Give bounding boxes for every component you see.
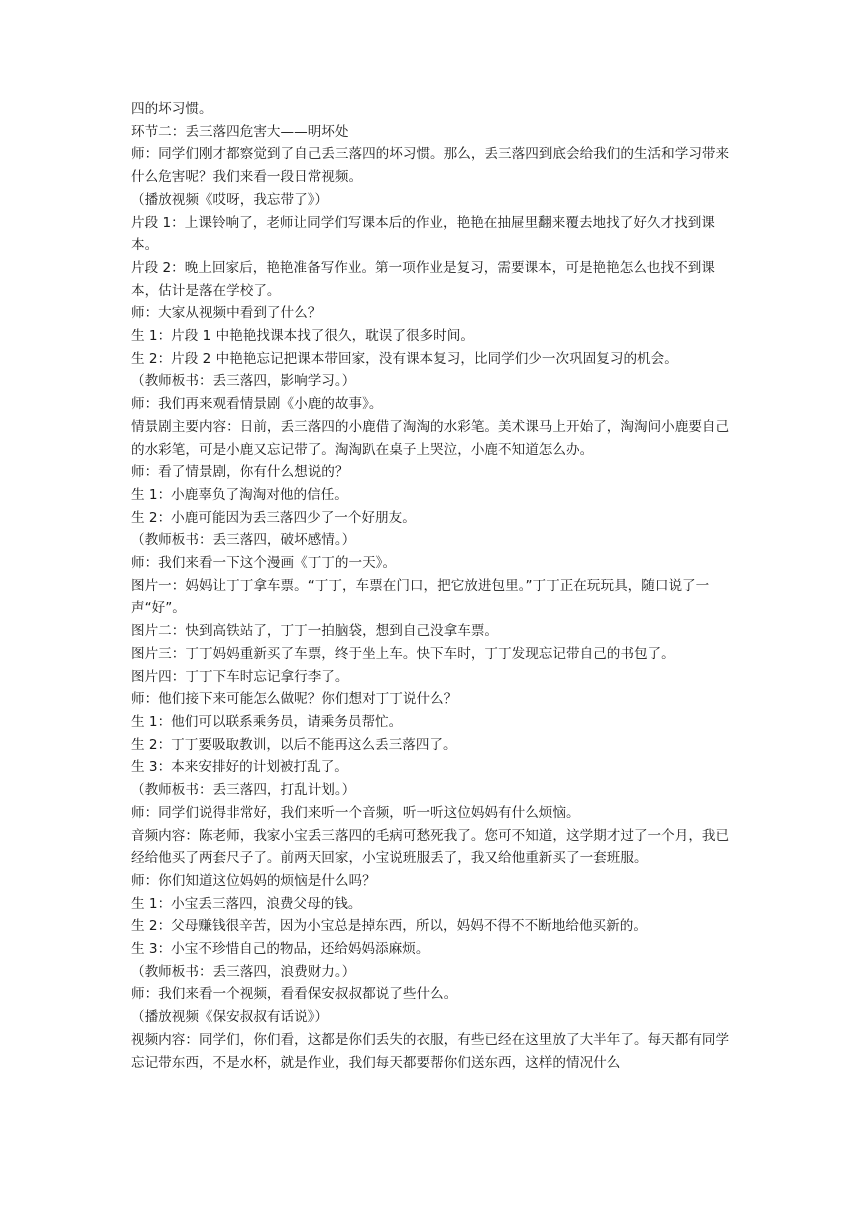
paragraph: 生 1：小宝丢三落四，浪费父母的钱。 (131, 895, 362, 912)
paragraph: 师：我们再来观看情景剧《小鹿的故事》。 (131, 396, 383, 413)
paragraph: （教师板书：丢三落四，浪费财力。） (131, 963, 356, 980)
paragraph: 生 2：小鹿可能因为丢三落四少了一个好朋友。 (131, 509, 416, 526)
paragraph: 生 2：片段 2 中艳艳忘记把课本带回家，没有课本复习，比同学们少一次巩固复习的机会。 (131, 350, 678, 367)
paragraph: 师：看了情景剧，你有什么想说的？ (131, 464, 349, 481)
paragraph: （播放视频《哎呀，我忘带了》） (131, 191, 329, 208)
paragraph: 生 1：片段 1 中艳艳找课本找了很久，耽误了很多时间。 (131, 328, 474, 345)
paragraph: 片段 2：晚上回家后，艳艳准备写作业。第一项作业是复习，需要课本，可是艳艳怎么也找不到课本，估计是落在学校了。 (131, 259, 715, 299)
paragraph: 师：同学们说得非常好，我们来听一个音频，听一听这位妈妈有什么烦恼。 (131, 804, 580, 821)
paragraph: 生 1：他们可以联系乘务员，请乘务员帮忙。 (131, 713, 403, 730)
paragraph: 生 3：小宝不珍惜自己的物品，还给妈妈添麻烦。 (131, 941, 430, 958)
paragraph: 图片四：丁丁下车时忘记拿行李了。 (131, 668, 349, 685)
paragraph: 师：我们来看一个视频，看看保安叔叔都说了些什么。 (131, 986, 458, 1003)
paragraph: 图片三：丁丁妈妈重新买了车票，终于坐上车。快下车时，丁丁发现忘记带自己的书包了。 (131, 645, 675, 662)
paragraph: 片段 1：上课铃响了，老师让同学们写课本后的作业，艳艳在抽屉里翻来覆去地找了好久才找到课本。 (131, 214, 715, 254)
paragraph: 师：同学们刚才都察觉到了自己丢三落四的坏习惯。那么，丢三落四到底会给我们的生活和学习带来什么危害呢？我们来看一段日常视频。 (131, 146, 730, 186)
paragraph: （教师板书：丢三落四，破坏感情。） (131, 532, 356, 549)
paragraph: 师：你们知道这位妈妈的烦恼是什么吗？ (131, 872, 376, 889)
paragraph: 生 3：本来安排好的计划被打乱了。 (131, 759, 348, 776)
paragraph: 师：我们来看一下这个漫画《丁丁的一天》。 (131, 555, 397, 572)
paragraph: （教师板书：丢三落四，影响学习。） (131, 373, 356, 390)
paragraph: 情景剧主要内容：日前，丢三落四的小鹿借了淘淘的水彩笔。美术课马上开始了，淘淘问小鹿要自己的水彩笔，可是小鹿又忘记带了。淘淘趴在桌子上哭泣，小鹿不知道怎么办。 (131, 418, 730, 458)
paragraph: 生 2：丁丁要吸取教训，以后不能再这么丢三落四了。 (131, 736, 457, 753)
paragraph: 图片一：妈妈让丁丁拿车票。“丁丁，车票在门口，把它放进包里。”丁丁正在玩玩具，随口说了一声“好”。 (131, 577, 710, 617)
paragraph: （播放视频《保安叔叔有话说》） (131, 1009, 329, 1026)
paragraph: 生 2：父母赚钱很辛苦，因为小宝总是掉东西，所以，妈妈不得不不断地给他买新的。 (131, 918, 647, 935)
paragraph: 图片二：快到高铁站了，丁丁一拍脑袋，想到自己没拿车票。 (131, 623, 499, 640)
section-heading: 环节二：丢三落四危害大——明坏处 (131, 123, 349, 140)
paragraph: 四的坏习惯。 (131, 101, 213, 117)
paragraph: 视频内容：同学们，你们看，这都是你们丢失的衣服，有些已经在这里放了大半年了。每天都有同学忘记带东西，不是水杯，就是作业，我们每天都要帮你们送东西，这样的情况什么 (131, 1031, 730, 1071)
paragraph: （教师板书：丢三落四，打乱计划。） (131, 782, 356, 799)
paragraph: 音频内容：陈老师，我家小宝丢三落四的毛病可愁死我了。您可不知道，这学期才过了一个月，我已经给他买了两套尺子了。前两天回家，小宝说班服丢了，我又给他重新买了一套班服。 (131, 827, 730, 867)
paragraph: 生 1：小鹿辜负了淘淘对他的信任。 (131, 486, 348, 503)
paragraph: 师：他们接下来可能怎么做呢？你们想对丁丁说什么？ (131, 691, 458, 708)
document-page (131, 98, 731, 1074)
paragraph: 师：大家从视频中看到了什么？ (131, 305, 322, 322)
